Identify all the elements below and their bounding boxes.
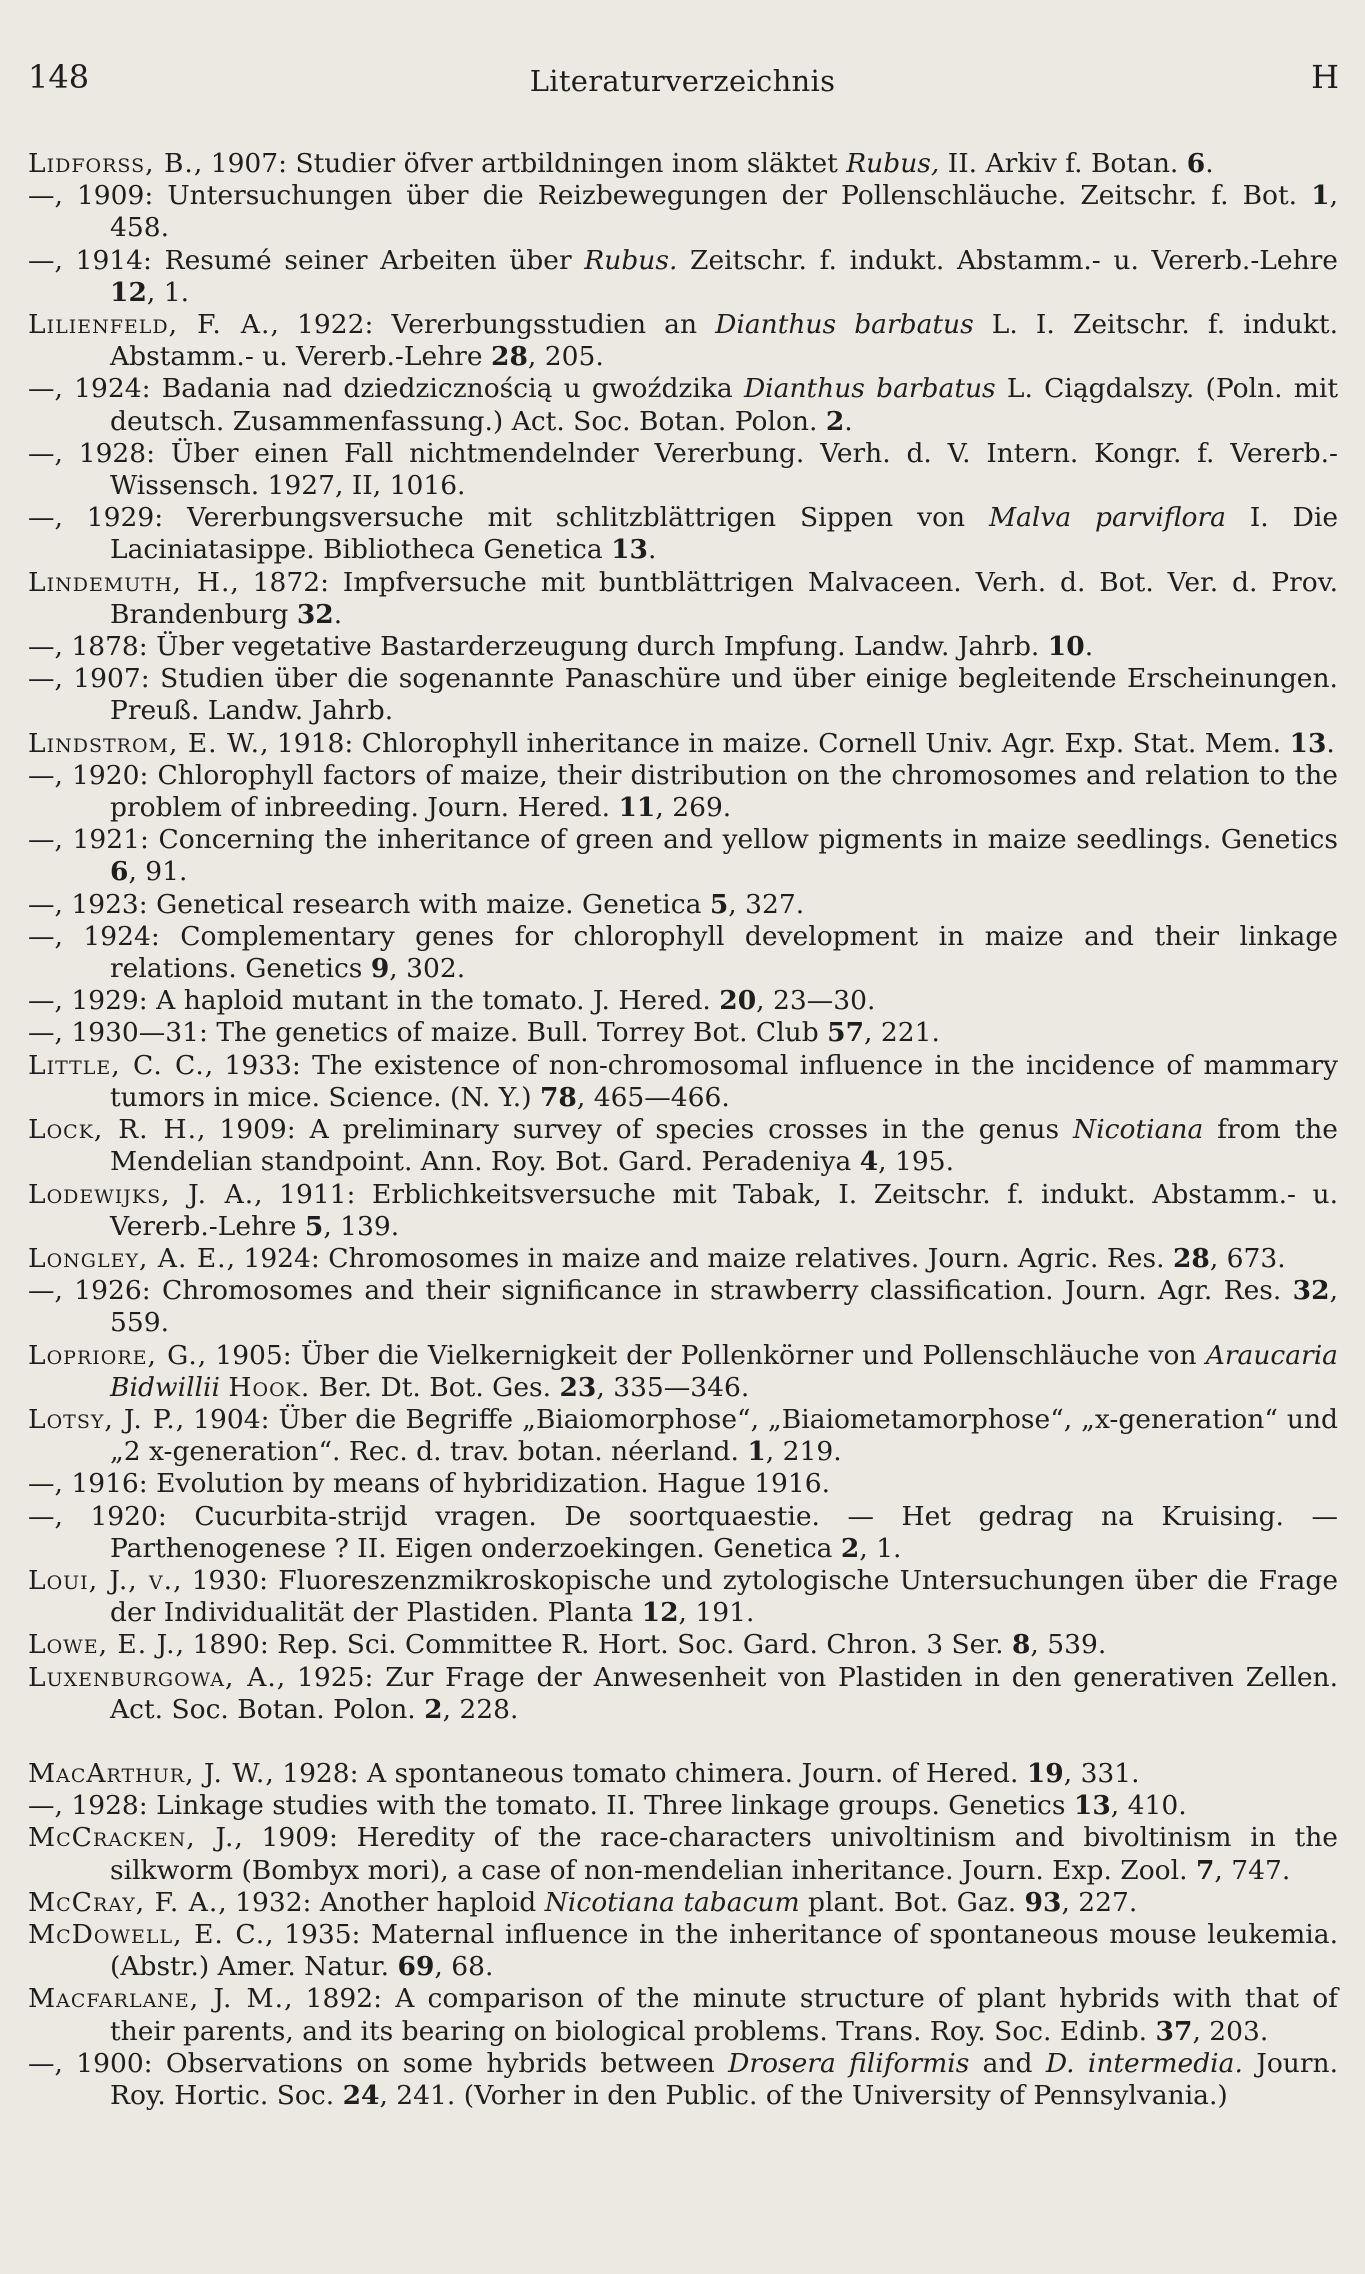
reference-text: .: [1084, 631, 1094, 663]
reference-text: and: [969, 2047, 1046, 2079]
reference-entry: [28, 1404, 1338, 1468]
reference-entry: [28, 1887, 1338, 1919]
reference-volume: 20: [719, 985, 757, 1017]
reference-entry: [28, 1340, 1338, 1404]
reference-text: —, 1916: Evolution by means of hybridization. Hague 1916.: [28, 1468, 831, 1500]
reference-text: .: [648, 534, 657, 566]
reference-volume: 1: [747, 1436, 766, 1468]
reference-text: , 1904: Über die Begriffe „Biaiomorphose“, „Biaiometamorphose“, „x-generation“ und „2 x-generation“. Rec. d. trav. botan. néerland.: [110, 1403, 1338, 1468]
reference-text: , 241. (Vorher in den Public. of the University of Pennsylvania.): [379, 2079, 1228, 2111]
reference-text: —, 1900: Observations on some hybrids between: [28, 2047, 729, 2079]
reference-entry: [28, 728, 1338, 760]
reference-text: Ber. Dt. Bot. Ges.: [310, 1371, 560, 1403]
reference-text: , 1890: Rep. Sci. Committee R. Hort. Soc. Gard. Chron. 3 Ser.: [175, 1629, 1012, 1661]
reference-author: Loui, J., v.: [28, 1564, 174, 1596]
reference-entry: [28, 760, 1338, 824]
reference-italic-text: Rubus.: [584, 244, 678, 276]
reference-text: , 191.: [678, 1597, 755, 1629]
reference-italic-text: Nicotiana tabacum: [544, 1886, 800, 1918]
reference-author: Macfarlane, J. M.: [28, 1983, 285, 2015]
reference-volume: 12: [641, 1597, 679, 1629]
reference-text: , 1935: Maternal influence in the inheritance of spontaneous mouse leukemia. (Abstr.) Amer. Natur.: [110, 1918, 1338, 1983]
reference-author: Lidforss, B.: [28, 148, 194, 179]
reference-text: L. Ciągdalszy. (Poln. mit deutsch. Zusammenfassung.) Act. Soc. Botan. Polon.: [110, 373, 1338, 437]
reference-text: .: [844, 405, 853, 437]
reference-entry: [28, 1662, 1338, 1726]
reference-volume: 1: [1311, 180, 1330, 212]
reference-text: —, 1878: Über vegetative Bastarderzeugung durch Impfung. Landw. Jahrb.: [28, 631, 1048, 663]
reference-text: —, 1930—31: The genetics of maize. Bull. Torrey Bot. Club: [28, 1017, 828, 1049]
reference-text: , 673.: [1209, 1242, 1286, 1274]
reference-entry: [28, 1758, 1338, 1790]
reference-text: , 1928: A spontaneous tomato chimera. Journ. of Hered.: [265, 1757, 1027, 1789]
reference-text: , 327.: [728, 888, 805, 920]
reference-text: , 205.: [527, 341, 604, 373]
reference-entry: [28, 502, 1338, 566]
running-title: Literaturverzeichnis: [529, 64, 836, 98]
reference-text: , 228.: [442, 1693, 519, 1725]
reference-entry: [28, 824, 1338, 888]
reference-volume: 13: [1073, 1790, 1111, 1822]
reference-author: Lindemuth, H.: [28, 566, 231, 598]
reference-text: , 331.: [1063, 1757, 1140, 1789]
reference-text: —, 1926: Chromosomes and their significance in strawberry classification. Journ. Agr. Res.: [28, 1275, 1293, 1307]
reference-volume: 32: [296, 598, 334, 630]
reference-text: , 1924: Chromosomes in maize and maize relatives. Journ. Agric. Res.: [226, 1242, 1173, 1274]
reference-volume: 37: [1155, 2015, 1193, 2047]
reference-text: —, 1928: Linkage studies with the tomato. II. Three linkage groups. Genetics: [28, 1790, 1074, 1822]
reference-entry: [28, 921, 1338, 985]
reference-volume: 28: [1172, 1242, 1210, 1274]
reference-entry: [28, 567, 1338, 631]
reference-entry: [28, 309, 1338, 373]
reference-italic-text: Dianthus barbatus: [715, 309, 974, 341]
reference-entry: [28, 1919, 1338, 1983]
reference-entry: [28, 985, 1338, 1017]
reference-volume: 93: [1024, 1886, 1062, 1918]
reference-volume: 13: [1289, 727, 1327, 759]
reference-text: , 1905: Über die Vielkernigkeit der Pollenkörner und Pollenschläuche von: [197, 1339, 1206, 1371]
reference-italic-text: Araucaria Bidwillii: [110, 1339, 1338, 1403]
reference-text: .: [1326, 727, 1335, 759]
reference-author: Lock, R. H.: [28, 1114, 198, 1146]
reference-author: Little, C. C.: [28, 1049, 205, 1081]
reference-entry: [28, 1629, 1338, 1661]
reference-author: Lilienfeld, F. A.: [28, 309, 271, 341]
reference-text: , 1.: [859, 1532, 902, 1564]
reference-entry: [28, 1275, 1338, 1339]
reference-volume: 4: [859, 1146, 879, 1178]
reference-text: —, 1914: Resumé seiner Arbeiten über: [28, 244, 585, 276]
reference-text: , 559.: [110, 1275, 1338, 1339]
reference-text: —, 1907: Studien über die sogenannte Panaschüre und über einige begleitende Erscheinungen. Preuß. Landw. Jahrb.: [28, 663, 1338, 727]
reference-italic-text: Malva parviflora: [988, 502, 1226, 534]
reference-volume: 10: [1047, 631, 1085, 663]
reference-entry: [28, 148, 1338, 180]
reference-entry: [28, 1983, 1338, 2047]
reference-text: , 1909: A preliminary survey of species crosses in the genus: [197, 1114, 1073, 1146]
reference-text: , 335—346.: [596, 1371, 750, 1403]
reference-text: , 1909: Heredity of the race-characters univoltinism and bivoltinism in the silkworm (Bombyx mori), a case of non-mendelian inheritance. Journ. Exp. Zool.: [110, 1822, 1338, 1886]
reference-text: II. Arkiv f. Botan.: [939, 148, 1187, 179]
reference-volume: 2: [825, 405, 845, 437]
reference-volume: 57: [827, 1017, 865, 1049]
reference-author: McCracken, J.: [28, 1822, 235, 1854]
reference-volume: 5: [709, 888, 729, 920]
reference-entry: [28, 663, 1338, 727]
reference-italic-text: Rubus,: [846, 148, 940, 179]
page-number: 148: [28, 58, 90, 96]
reference-volume: 2: [424, 1693, 443, 1725]
reference-text: , 269.: [655, 792, 732, 824]
reference-volume: 7: [1195, 1854, 1215, 1886]
reference-text: —, 1921: Concerning the inheritance of green and yellow pigments in maize seedlings. Genetics: [28, 824, 1338, 856]
reference-author: Lopriore, G.: [28, 1339, 198, 1371]
reference-text: —, 1924: Badania nad dziedzicznością u gwoździka: [28, 373, 744, 405]
reference-volume: 12: [110, 276, 147, 308]
reference-author: McCray, F. A.: [28, 1886, 219, 1918]
reference-volume: 78: [539, 1081, 577, 1113]
reference-entry: [28, 1468, 1338, 1500]
reference-text: , 23—30.: [756, 985, 876, 1017]
reference-text: , 410.: [1110, 1790, 1187, 1822]
reference-text: L. I. Zeitschr. f. indukt. Abstamm.- u. Vererb.-Lehre: [110, 309, 1338, 373]
reference-volume: 23: [559, 1371, 597, 1403]
reference-volume: 2: [840, 1532, 860, 1564]
reference-text: , 221.: [864, 1017, 940, 1049]
reference-author: Longley, A. E.: [28, 1242, 227, 1274]
reference-text: , 1922: Vererbungsstudien an: [270, 309, 716, 341]
reference-text: —, 1909: Untersuchungen über die Reizbewegungen der Pollenschläuche. Zeitschr. f. Bot.: [28, 180, 1312, 212]
reference-entry: [28, 1179, 1338, 1243]
reference-text: , 539.: [1030, 1629, 1107, 1661]
reference-text: from the Mendelian standpoint. Ann. Roy. Bot. Gard. Peradeniya: [110, 1114, 1338, 1178]
reference-text: —, 1920: Cucurbita-strijd vragen. De soortquaestie. — Het gedrag na Kruising. — Parthenogenese ? II. Eigen onderzoekingen. Genetica: [28, 1500, 1338, 1564]
reference-entry: [28, 2048, 1338, 2112]
reference-italic-text: Dianthus barbatus: [743, 373, 996, 405]
reference-text: , 1.: [146, 276, 190, 308]
reference-entry: [28, 1790, 1338, 1822]
reference-text: —, 1928: Über einen Fall nichtmendelnder Vererbung. Verh. d. V. Intern. Kongr. f. Vererb.-Wissensch. 1927, II, 1016.: [28, 437, 1338, 502]
reference-author: McDowell, E. C.: [28, 1918, 266, 1950]
reference-text: , 1872: Impfversuche mit buntblättrigen Malvaceen. Verh. d. Bot. Ver. d. Prov. Brandenburg: [110, 566, 1339, 630]
reference-text: , 139.: [323, 1210, 400, 1242]
reference-text: , 1933: The existence of non-chromosomal influence in the incidence of mammary tumors in mice. Science. (N. Y.): [110, 1049, 1339, 1113]
reference-author: Lodewijks, J. A.: [28, 1178, 255, 1210]
reference-text: , 219.: [765, 1436, 842, 1468]
reference-text: , 1907: Studier öfver artbildningen inom släktet: [193, 148, 847, 179]
reference-text: , 465—466.: [576, 1081, 730, 1113]
reference-entry: [28, 1243, 1338, 1275]
reference-entry: [28, 631, 1338, 663]
reference-smallcaps-text: Hook.: [228, 1371, 311, 1403]
reference-text: , 747.: [1214, 1854, 1291, 1886]
reference-volume: 5: [304, 1210, 324, 1242]
reference-entry: [28, 1050, 1338, 1114]
reference-volume: 69: [397, 1951, 435, 1983]
reference-text: , 195.: [878, 1146, 954, 1178]
reference-text: , 1918: Chlorophyll inheritance in maize. Cornell Univ. Agr. Exp. Stat. Mem.: [260, 727, 1290, 759]
reference-text: , 91.: [128, 856, 188, 888]
reference-volume: 6: [1186, 148, 1206, 179]
reference-volume: 19: [1026, 1757, 1064, 1789]
reference-author: Lindstrom, E. W.: [28, 727, 261, 759]
reference-text: , 1930: Fluoreszenzmikroskopische und zytologische Untersuchungen über die Frage der Individualität der Plastiden. Planta: [110, 1564, 1338, 1629]
reference-italic-text: Nicotiana: [1073, 1114, 1204, 1146]
reference-text: —, 1924: Complementary genes for chlorophyll development in maize and their linkage relations. Genetics: [28, 920, 1338, 985]
reference-entry: [28, 889, 1338, 921]
reference-entry: [28, 373, 1338, 437]
reference-volume: 11: [618, 792, 656, 824]
reference-text: , 302.: [389, 953, 466, 985]
reference-entry: [28, 438, 1338, 502]
reference-volume: 28: [491, 341, 528, 373]
reference-volume: 32: [1292, 1275, 1330, 1307]
reference-text: Journ. Roy. Hortic. Soc.: [110, 2047, 1339, 2111]
reference-list: [28, 148, 1338, 2112]
reference-volume: 24: [342, 2079, 380, 2111]
reference-author: Lotsy, J. P.: [28, 1403, 176, 1435]
reference-text: , 227.: [1061, 1886, 1138, 1918]
reference-text: —, 1923: Genetical research with maize. Genetica: [28, 888, 710, 920]
reference-volume: 9: [370, 953, 390, 985]
reference-text: .: [1205, 148, 1214, 179]
reference-text: I. Die Laciniatasippe. Bibliotheca Genetica: [110, 502, 1338, 566]
reference-author: Lowe, E. J.: [28, 1629, 176, 1661]
reference-entry: [28, 1822, 1338, 1886]
reference-volume: 6: [110, 856, 129, 888]
reference-italic-text: Drosera filiformis: [728, 2047, 970, 2079]
reference-text: , 203.: [1192, 2015, 1269, 2047]
reference-text: , 68.: [434, 1951, 494, 1983]
reference-text: Zeitschr. f. indukt. Abstamm.- u. Vererb.-Lehre: [677, 244, 1338, 276]
reference-entry: [28, 180, 1338, 244]
section-letter: H: [1311, 58, 1339, 96]
reference-entry: [28, 1565, 1338, 1629]
reference-volume: 8: [1011, 1629, 1031, 1661]
reference-entry: [28, 1501, 1338, 1565]
reference-text: , 1892: A comparison of the minute structure of plant hybrids with that of their parents, and its bearing on biological problems. Trans. Roy. Soc. Edinb.: [110, 1983, 1338, 2047]
reference-author: MacArthur, J. W.: [28, 1757, 266, 1789]
reference-text: —, 1929: Vererbungsversuche mit schlitzblättrigen Sippen von: [28, 502, 989, 534]
reference-volume: 13: [611, 534, 648, 566]
reference-text: plant. Bot. Gaz.: [799, 1886, 1025, 1918]
reference-text: , 1925: Zur Frage der Anwesenheit von Plastiden in den generativen Zellen. Act. Soc. Botan. Polon.: [110, 1661, 1338, 1725]
reference-text: —, 1920: Chlorophyll factors of maize, their distribution on the chromosomes and relation to the problem of inbreeding. Journ. Hered.: [28, 759, 1338, 824]
reference-text: , 1911: Erblichkeitsversuche mit Tabak, I. Zeitschr. f. indukt. Abstamm.- u. Vererb.-Lehre: [110, 1178, 1338, 1242]
reference-text: , 1932: Another haploid: [218, 1886, 545, 1918]
reference-text: , 458.: [110, 180, 1338, 244]
reference-text: —, 1929: A haploid mutant in the tomato. J. Hered.: [28, 985, 720, 1017]
reference-author: Luxenburgowa, A.: [28, 1661, 277, 1693]
reference-italic-text: D. intermedia.: [1045, 2047, 1243, 2079]
reference-text: .: [333, 598, 343, 630]
reference-entry: [28, 1114, 1338, 1178]
reference-entry: [28, 245, 1338, 309]
page-header: [0, 58, 1365, 108]
reference-entry: [28, 1017, 1338, 1049]
